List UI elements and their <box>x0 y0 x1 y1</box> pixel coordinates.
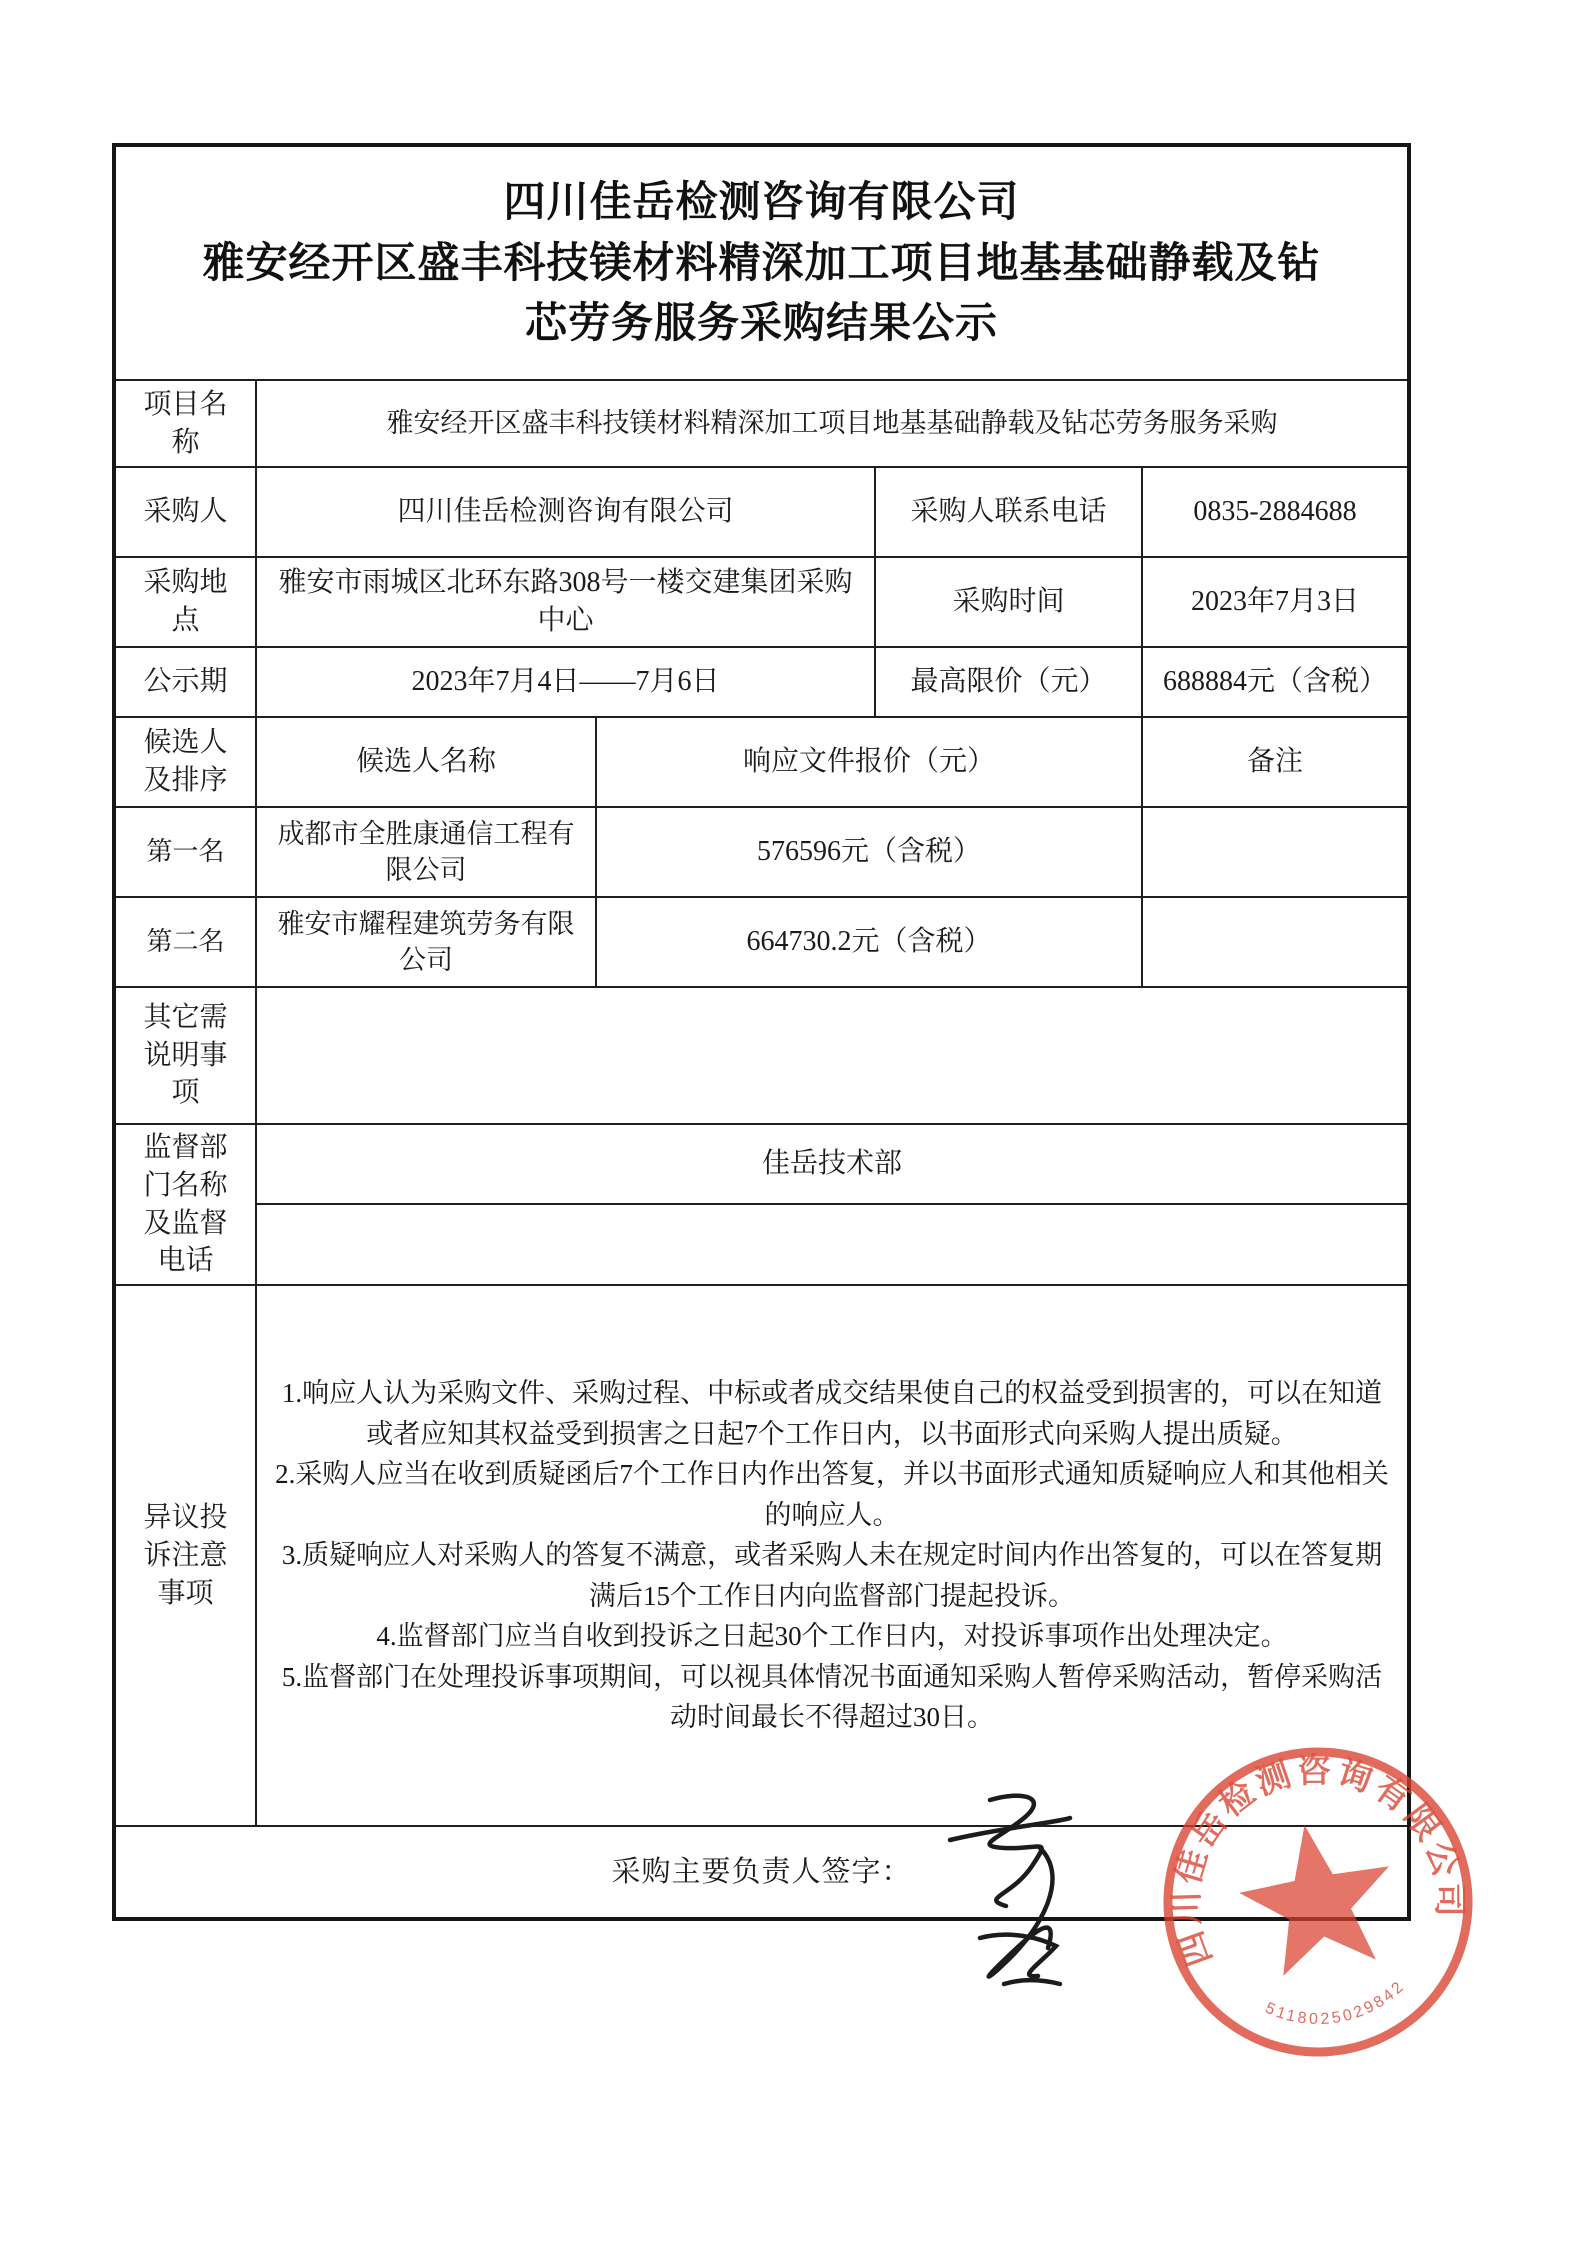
purchaser-value: 四川佳岳检测咨询有限公司 <box>256 467 875 557</box>
title-line-2: 雅安经开区盛丰科技镁材料精深加工项目地基基础静载及钻 <box>202 238 1321 286</box>
objection-row <box>114 1285 1409 1826</box>
candidate-name-header: 候选人名称 <box>256 717 596 807</box>
candidate-2-rank: 第二名 <box>114 897 256 987</box>
purchaser-phone-label: 采购人联系电话 <box>875 467 1142 557</box>
objection-item-1: 1.响应人认为采购文件、采购过程、中标或者成交结果使自己的权益受到损害的，可以在知道或者应知其权益受到损害之日起7个工作日内，以书面形式向采购人提出质疑。 <box>281 1378 1383 1449</box>
stamp-star-icon <box>1230 1812 1405 1981</box>
location-value: 雅安市雨城区北环东路308号一楼交建集团采购中心 <box>256 557 875 647</box>
other-notes-label: 其它需说明事项 <box>114 987 256 1124</box>
candidate-1-quote: 576596元（含税） <box>596 807 1142 897</box>
objection-item-2: 2.采购人应当在收到质疑函后7个工作日内作出答复，并以书面形式通知质疑响应人和其他相关的响应人。 <box>275 1459 1389 1530</box>
project-name-value: 雅安经开区盛丰科技镁材料精深加工项目地基基础静载及钻芯劳务服务采购 <box>256 380 1409 467</box>
title-row <box>114 145 1409 380</box>
other-notes-row <box>114 987 1409 1124</box>
publicity-label: 公示期 <box>114 647 256 717</box>
supervision-row-bottom <box>114 1204 1409 1285</box>
signature-label: 采购主要负责人签字： <box>611 1855 912 1888</box>
candidate-1-remark <box>1142 807 1409 897</box>
location-label: 采购地点 <box>114 557 256 647</box>
title-line-3: 芯劳务服务采购结果公示 <box>525 299 999 347</box>
stamp-code-text: 5118025029842 <box>1262 1977 1409 2029</box>
location-row <box>114 557 1409 647</box>
objection-item-4: 4.监督部门应当自收到投诉之日起30个工作日内，对投诉事项作出处理决定。 <box>376 1621 1288 1652</box>
candidate-remark-header: 备注 <box>1142 717 1409 807</box>
objection-item-3: 3.质疑响应人对采购人的答复不满意，或者采购人未在规定时间内作出答复的，可以在答复期满后15个工作日内向监督部门提起投诉。 <box>281 1540 1383 1611</box>
max-price-value: 688884元（含税） <box>1142 647 1409 717</box>
candidate-1-rank: 第一名 <box>114 807 256 897</box>
candidate-row-1 <box>114 807 1409 897</box>
max-price-label: 最高限价（元） <box>875 647 1142 717</box>
objection-label: 异议投诉注意事项 <box>114 1285 256 1826</box>
candidate-2-quote: 664730.2元（含税） <box>596 897 1142 987</box>
publicity-value: 2023年7月4日——7月6日 <box>256 647 875 717</box>
purchaser-label: 采购人 <box>114 467 256 557</box>
supervision-phone <box>256 1204 1409 1285</box>
document-title <box>114 145 1409 380</box>
signature-scribble <box>920 1788 1140 2008</box>
candidate-row-2 <box>114 897 1409 987</box>
supervision-department: 佳岳技术部 <box>256 1124 1409 1204</box>
purchaser-row <box>114 467 1409 557</box>
candidate-2-remark <box>1142 897 1409 987</box>
purchase-time-label: 采购时间 <box>875 557 1142 647</box>
candidate-2-name: 雅安市耀程建筑劳务有限公司 <box>256 897 596 987</box>
project-name-label: 项目名称 <box>114 380 256 467</box>
title-line-1: 四川佳岳检测咨询有限公司 <box>503 177 1020 225</box>
candidate-1-name: 成都市全胜康通信工程有限公司 <box>256 807 596 897</box>
supervision-label: 监督部门名称及监督电话 <box>114 1124 256 1285</box>
candidate-quote-header: 响应文件报价（元） <box>596 717 1142 807</box>
purchase-time-value: 2023年7月3日 <box>1142 557 1409 647</box>
objection-item-5: 5.监督部门在处理投诉事项期间，可以视具体情况书面通知采购人暂停采购活动，暂停采购活动时间最长不得超过30日。 <box>281 1661 1383 1733</box>
candidates-header-label: 候选人及排序 <box>114 717 256 807</box>
stamp-company-text: 四川佳岳检测咨询有限公司 <box>1168 1752 1468 1971</box>
supervision-row-top <box>114 1124 1409 1204</box>
other-notes-value <box>256 987 1409 1124</box>
purchaser-phone-value: 0835-2884688 <box>1142 467 1409 557</box>
company-stamp <box>1121 1705 1515 2099</box>
project-name-row <box>114 380 1409 467</box>
procurement-result-table <box>112 143 1411 1921</box>
candidates-header-row <box>114 717 1409 807</box>
publicity-row <box>114 647 1409 717</box>
